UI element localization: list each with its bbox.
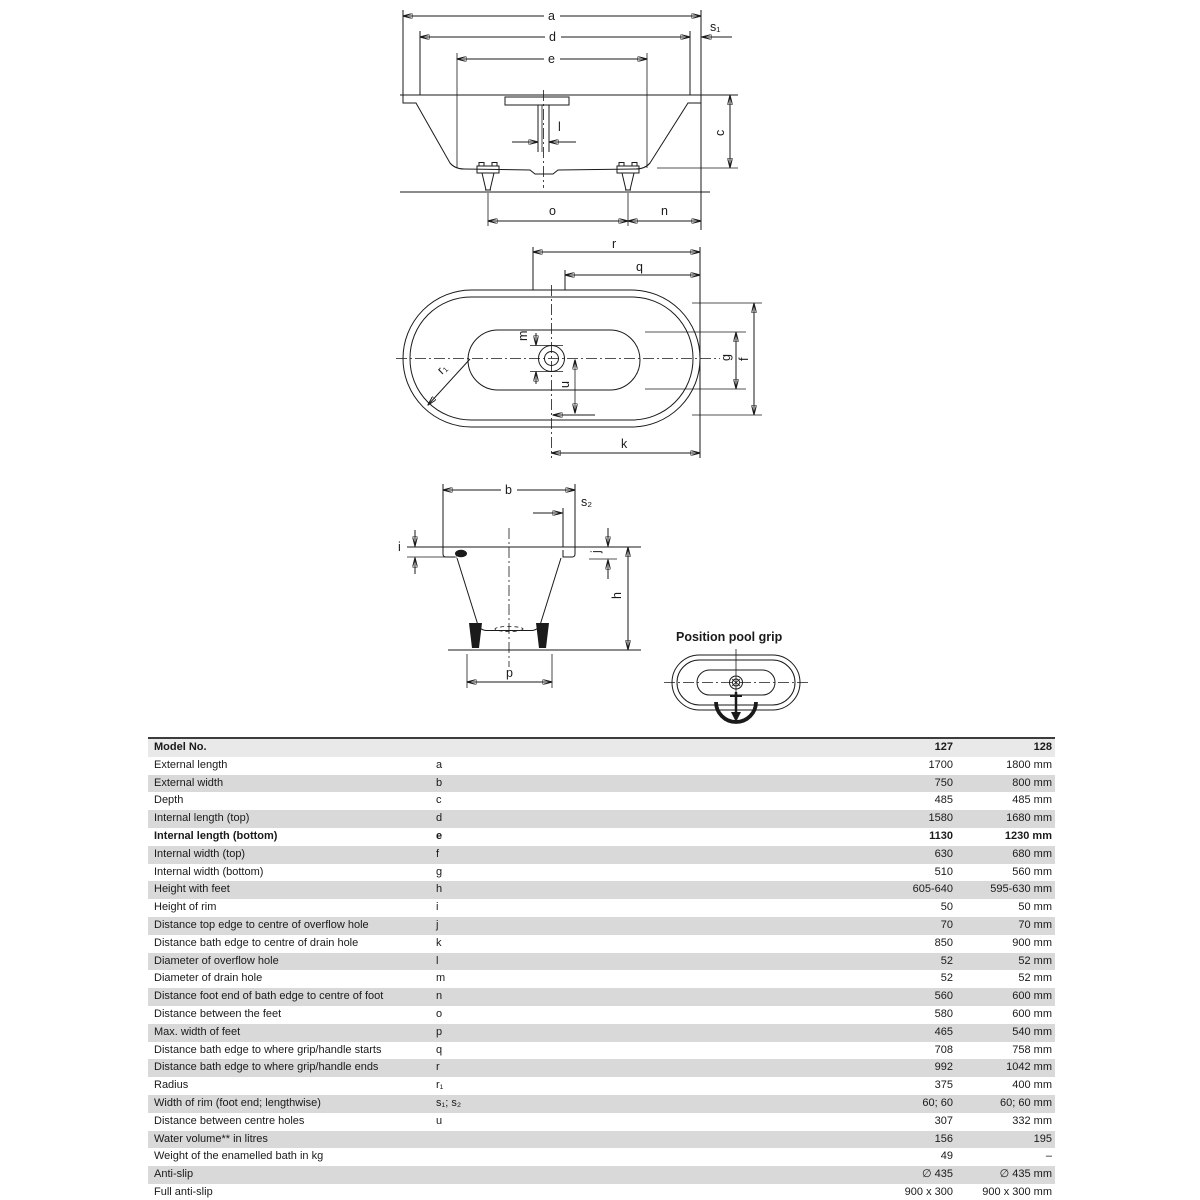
spec-value-128: 70 mm [1018,918,1052,931]
spec-letter: i [436,901,439,914]
spec-letter: p [436,1025,443,1038]
spec-letter: e [436,829,443,842]
section-view-diagram [393,472,663,712]
spec-label: Width of rim (foot end; lengthwise) [154,1096,321,1109]
table-row [148,1095,1055,1113]
spec-value-127: 156 [934,1132,953,1145]
table-row [148,775,1055,793]
spec-letter: c [436,794,442,807]
spec-label: Distance foot end of bath edge to centre of foot [154,990,384,1003]
spec-value-128: 900 mm [1012,936,1052,949]
table-row [148,1166,1055,1184]
table-row [148,828,1055,846]
dim-label-s2: s₂ [581,495,593,509]
spec-value-127: 630 [934,847,953,860]
spec-value-127: 1580 [928,812,953,825]
dim-label-n: n [661,204,668,218]
spec-value-128: 560 mm [1012,865,1052,878]
spec-label: Height of rim [154,901,217,914]
spec-label: Anti-slip [154,1168,194,1181]
spec-letter: o [436,1007,443,1020]
spec-label: Distance between the feet [154,1007,282,1020]
table-row [148,1059,1055,1077]
dim-label-s1: s₁ [710,20,721,34]
spec-letter: a [436,758,443,771]
spec-value-127: 750 [934,776,953,789]
dim-label-a: a [548,9,555,23]
dim-label-r1: r₁ [434,361,451,378]
spec-value-128: 195 [1033,1132,1052,1145]
table-row [148,1024,1055,1042]
spec-letter: b [436,776,443,789]
spec-letter: r₁ [436,1079,444,1092]
spec-value-128: 52 mm [1018,972,1052,985]
spec-value-127: 708 [934,1043,953,1056]
dim-label-i: i [398,540,401,554]
dim-label-q: q [636,260,643,274]
spec-value-127: 1700 [928,758,953,771]
spec-value-127: 52 [940,954,953,967]
spec-label: Distance between centre holes [154,1114,305,1127]
spec-value-127: 560 [934,990,953,1003]
spec-value-128: 680 mm [1012,847,1052,860]
dim-label-j: j [589,550,603,553]
table-row [148,917,1055,935]
table-row [148,1184,1055,1200]
dim-label-d: d [549,30,556,44]
dim-label-r: r [612,237,617,251]
pool-grip-diagram [650,628,850,738]
spec-label: Height with feet [154,883,230,896]
table-row [148,881,1055,899]
spec-label: Full anti-slip [154,1185,213,1198]
spec-value-128: 900 x 300 mm [982,1185,1052,1198]
dim-label-e: e [548,52,555,66]
dim-label-h: h [610,592,624,599]
spec-label: Distance bath edge to where grip/handle starts [154,1043,382,1056]
spec-label: Internal width (bottom) [154,865,264,878]
header-model-128: 128 [1033,741,1052,753]
spec-letter: f [436,847,440,860]
plan-view-diagram [390,237,775,472]
dim-label-c: c [713,129,727,136]
table-row [148,846,1055,864]
spec-letter: d [436,812,443,825]
spec-value-128: – [1045,1150,1052,1163]
spec-value-127: 307 [934,1114,953,1127]
header-model-no: Model No. [154,741,207,753]
table-row [148,792,1055,810]
header-model-127: 127 [934,741,953,753]
spec-letter: l [436,954,439,967]
spec-value-127: 375 [934,1079,953,1092]
spec-value-127: 605-640 [912,883,953,896]
spec-letter: u [436,1114,443,1127]
spec-value-127: 992 [934,1061,953,1074]
header-letter-spacer [430,738,770,757]
spec-label: Weight of the enamelled bath in kg [154,1150,324,1163]
spec-value-128: 332 mm [1012,1114,1052,1127]
table-row [148,899,1055,917]
spec-letter: h [436,883,443,896]
table-row [148,1006,1055,1024]
pool-grip-title: Position pool grip [676,630,783,644]
spec-value-127: 60; 60 [922,1096,953,1109]
table-row [148,864,1055,882]
spec-label: Internal length (top) [154,812,250,825]
spec-value-128: 1680 mm [1006,812,1052,825]
spec-value-128: 60; 60 mm [1000,1096,1052,1109]
table-row [148,970,1055,988]
table-row [148,988,1055,1006]
spec-value-127: 900 x 300 [904,1185,953,1198]
spec-value-128: ∅ 435 mm [999,1168,1052,1181]
spec-value-127: 465 [934,1025,953,1038]
spec-value-128: 600 mm [1012,990,1052,1003]
spec-value-128: 485 mm [1012,794,1052,807]
spec-value-128: 1230 mm [1004,829,1052,842]
spec-letter [430,1184,770,1200]
dim-label-b: b [505,483,512,497]
spec-label: External length [154,758,228,771]
spec-letter: m [436,972,446,985]
spec-value-128: 600 mm [1012,1007,1052,1020]
spec-letter: q [436,1043,443,1056]
spec-table [148,737,1055,1200]
spec-label: Internal width (top) [154,847,246,860]
spec-label: Radius [154,1079,189,1092]
spec-value-128: 50 mm [1018,901,1052,914]
spec-value-127: 580 [934,1007,953,1020]
spec-value-128: 595-630 mm [990,883,1052,896]
dim-label-m: m [516,330,530,341]
spec-letter: g [436,865,443,878]
spec-label: External width [154,776,224,789]
spec-value-127: 510 [934,865,953,878]
spec-value-127: 1130 [929,829,953,842]
table-row [148,1113,1055,1131]
dim-label-l: l [558,120,561,134]
table-row [148,810,1055,828]
spec-value-127: 52 [940,972,953,985]
dim-label-g: g [719,354,733,361]
spec-letter: j [436,918,439,931]
spec-label: Diameter of overflow hole [154,954,279,967]
spec-letter: r [436,1061,440,1074]
spec-label: Distance top edge to centre of overflow hole [154,918,369,931]
spec-value-127: 70 [940,918,953,931]
table-row [148,1042,1055,1060]
dim-label-p: p [506,666,513,680]
spec-label: Depth [154,794,184,807]
spec-value-128: 758 mm [1012,1043,1052,1056]
spec-value-128: 1042 mm [1006,1061,1052,1074]
spec-label: Distance bath edge to where grip/handle ends [154,1061,379,1074]
table-row [148,1131,1055,1149]
dim-label-o: o [549,204,556,218]
dim-label-f: f [737,357,751,361]
spec-value-127: 50 [940,901,953,914]
spec-value-128: 540 mm [1012,1025,1052,1038]
side-view-diagram [392,0,752,240]
spec-label: Diameter of drain hole [154,972,263,985]
table-row [148,1077,1055,1095]
spec-letter [430,1131,770,1149]
table-row [148,935,1055,953]
spec-value-128: 52 mm [1018,954,1052,967]
spec-letter [430,1148,770,1166]
spec-value-127: ∅ 435 [922,1168,953,1181]
spec-label: Max. width of feet [154,1025,241,1038]
table-row [148,953,1055,971]
spec-value-128: 1800 mm [1006,758,1052,771]
spec-letter: k [436,936,442,949]
spec-value-127: 485 [934,794,953,807]
spec-value-127: 49 [940,1150,953,1163]
spec-letter: n [436,990,443,1003]
spec-value-128: 800 mm [1012,776,1052,789]
spec-value-127: 850 [934,936,953,949]
dim-label-k: k [621,437,628,451]
spec-label: Water volume** in litres [154,1132,268,1145]
spec-label: Internal length (bottom) [154,829,278,842]
spec-letter: s₁; s₂ [436,1096,462,1109]
spec-label: Distance bath edge to centre of drain hole [154,936,359,949]
table-row [148,757,1055,775]
dim-label-u: u [558,381,572,388]
spec-value-128: 400 mm [1012,1079,1052,1092]
spec-letter [430,1166,770,1184]
table-header-row [148,738,1055,757]
table-row [148,1148,1055,1166]
